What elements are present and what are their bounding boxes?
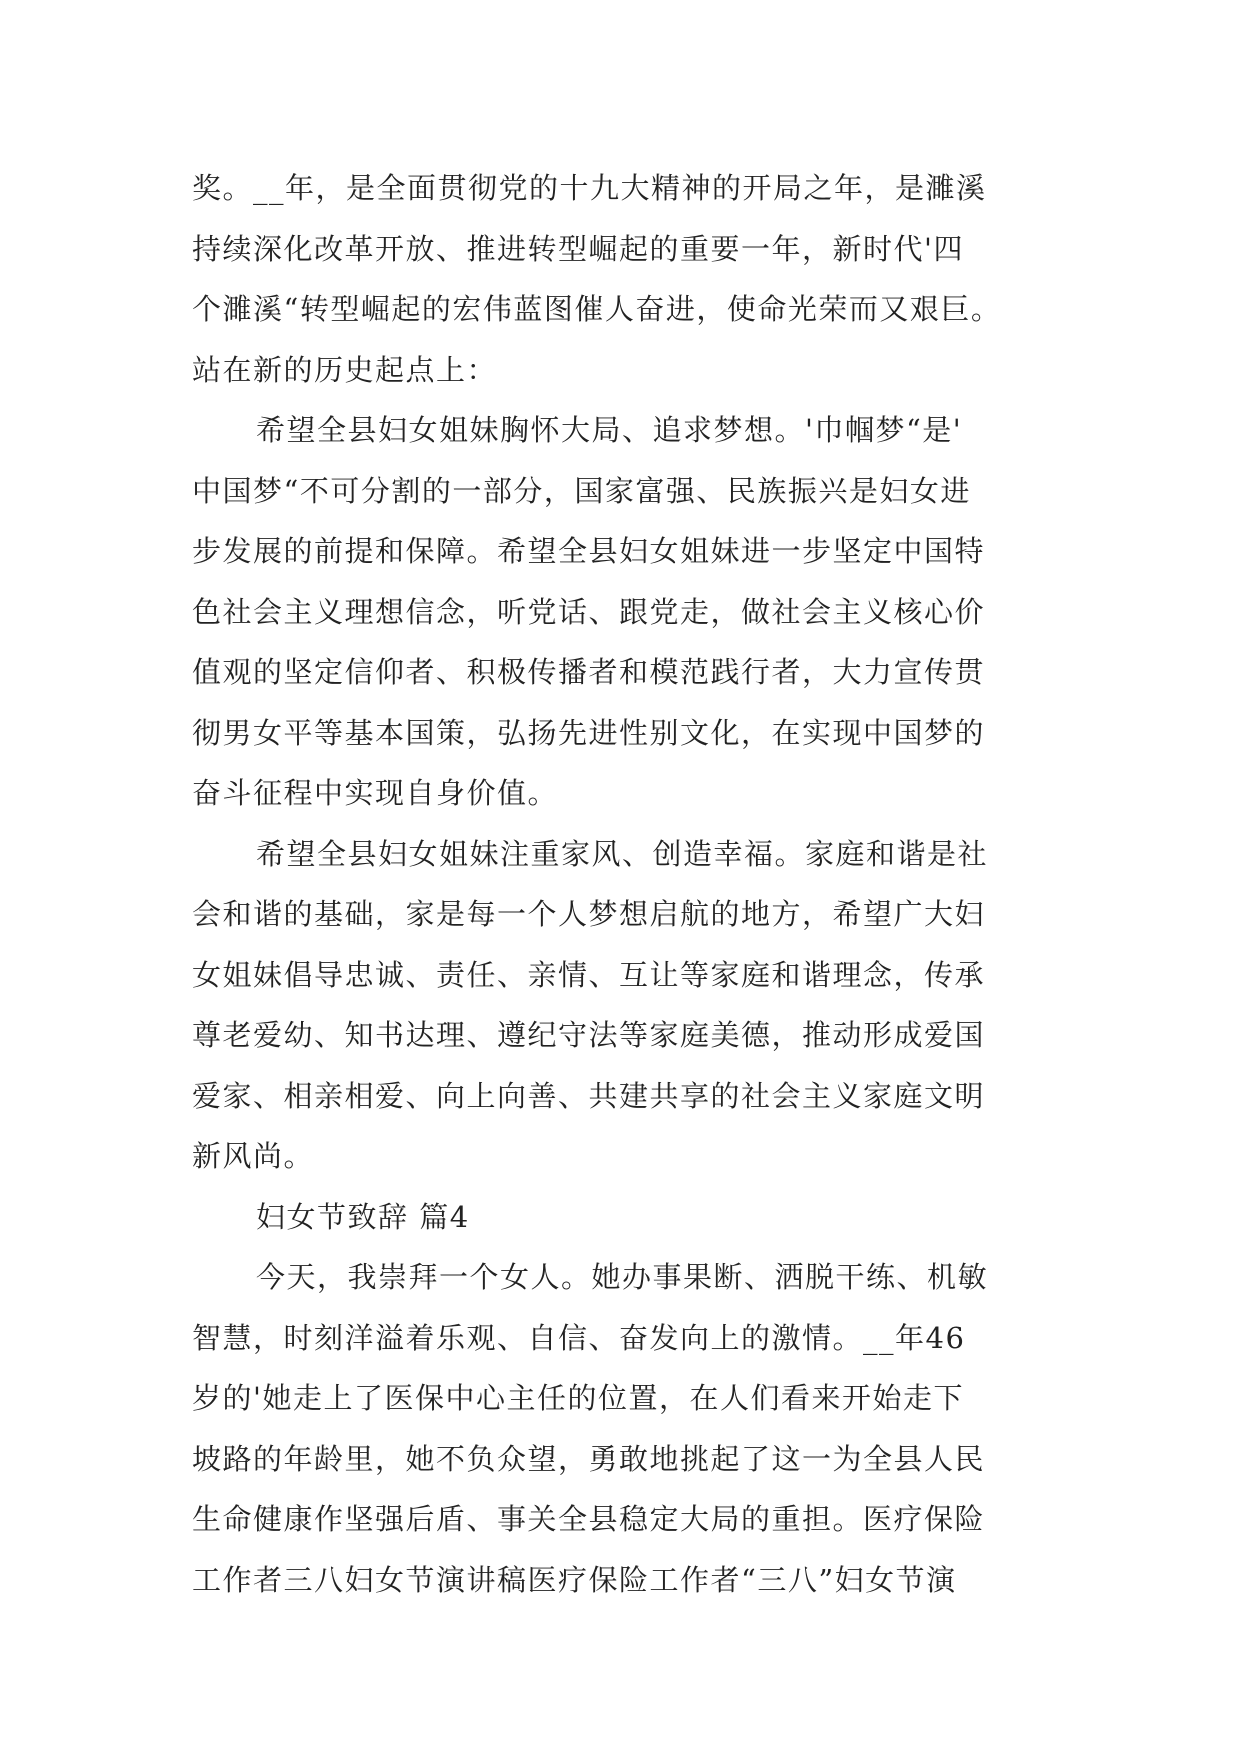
text-line-14: 女姐妹倡导忠诚、责任、亲情、互让等家庭和谐理念，传承	[192, 957, 986, 992]
text-line-1: 奖。__年，是全面贯彻党的十九大精神的开局之年，是濉溪	[192, 171, 987, 205]
text-line-23: 生命健康作坚强后盾、事关全县稳定大局的重担。医疗保险	[192, 1502, 986, 1536]
text-line-19: 今天，我崇拜一个女人。她办事果断、洒脱干练、机敏	[256, 1260, 989, 1294]
text-line-6: 中国梦“不可分割的一部分，国家富强、民族振兴是妇女进	[192, 473, 971, 508]
text-line-4: 站在新的历史起点上：	[192, 352, 498, 387]
text-line-20: 智慧，时刻洋溢着乐观、自信、奋发向上的激情。__年46	[192, 1320, 966, 1355]
text-line-11: 奋斗征程中实现自身价值。	[192, 776, 559, 810]
document-body	[192, 158, 1052, 1610]
text-line-16: 爱家、相亲相爱、向上向善、共建共享的社会主义家庭文明	[192, 1078, 986, 1113]
text-line-8: 色社会主义理想信念，听党话、跟党走，做社会主义核心价	[192, 594, 986, 629]
section-heading: 妇女节致辞 篇4	[256, 1199, 470, 1234]
text-line-17: 新风尚。	[192, 1139, 315, 1173]
text-line-10: 彻男女平等基本国策，弘扬先进性别文化，在实现中国梦的	[192, 715, 986, 750]
text-line-22: 坡路的年龄里，她不负众望，勇敢地挑起了这一为全县人民	[192, 1441, 986, 1476]
text-line-13: 会和谐的基础，家是每一个人梦想启航的地方，希望广大妇	[192, 897, 986, 931]
text-line-21: 岁的'她走上了医保中心主任的位置，在人们看来开始走下	[192, 1381, 964, 1415]
text-line-24: 工作者三八妇女节演讲稿医疗保险工作者“三八”妇女节演	[192, 1562, 957, 1597]
text-line-12: 希望全县妇女姐妹注重家风、创造幸福。家庭和谐是社	[256, 836, 989, 871]
text-line-5: 希望全县妇女姐妹胸怀大局、追求梦想。'巾帼梦“是'	[256, 413, 963, 447]
text-line-15: 尊老爱幼、知书达理、遵纪守法等家庭美德，推动形成爱国	[192, 1018, 986, 1052]
text-line-3: 个濉溪“转型崛起的宏伟蓝图催人奋进，使命光荣而又艰巨。	[192, 292, 1002, 326]
text-line-7: 步发展的前提和保障。希望全县妇女姐妹进一步坚定中国特	[192, 534, 986, 568]
text-line-2: 持续深化改革开放、推进转型崛起的重要一年，新时代'四	[192, 231, 964, 266]
text-line-9: 值观的坚定信仰者、积极传播者和模范践行者，大力宣传贯	[192, 655, 986, 689]
